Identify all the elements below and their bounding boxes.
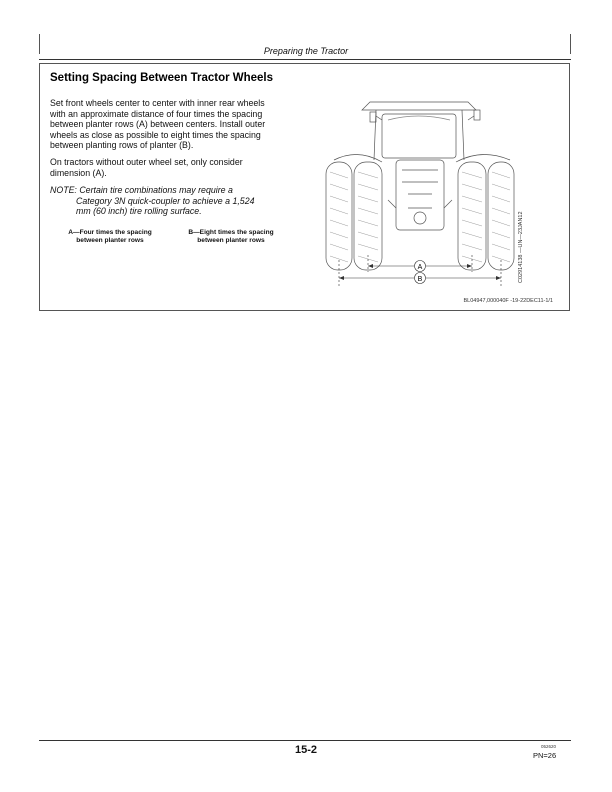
paragraph-1-line: with an approximate distance of four times the spacing	[50, 108, 263, 119]
legend-a	[55, 229, 165, 245]
note-line: Category 3N quick-coupler to achieve a 1,524	[76, 195, 255, 206]
paragraph-1-line: Set front wheels center to center with inner rear wheels	[50, 98, 265, 108]
paragraph-2-line: dimension (A).	[50, 167, 107, 178]
reference-code: BL04947,000040F -19-22DEC11-1/1	[463, 298, 553, 304]
header-rule	[39, 59, 571, 60]
legend-b-line1: B—Eight times the spacing	[188, 229, 274, 236]
legend-b-line2: between planter rows	[197, 237, 265, 244]
label-b: B	[417, 276, 423, 283]
figure-code: C02914138 —UN—23JAN12	[518, 211, 524, 283]
left-mirror	[370, 112, 376, 122]
note-line: NOTE: Certain tire combinations may require a	[50, 185, 233, 195]
pn-label: PN=26	[533, 751, 557, 760]
section-title: Setting Spacing Between Tractor Wheels	[50, 72, 274, 84]
legend-b	[172, 229, 290, 245]
left-fender	[334, 154, 382, 162]
legend-a-line1: A—Four times the spacing	[68, 229, 152, 236]
footer-rule	[39, 740, 571, 741]
right-outer-wheel	[488, 162, 514, 270]
paragraph-1-line: between planting rows of planter (B).	[50, 140, 194, 151]
paragraph-1-line: between planter rows (A) between centers. Install outer	[50, 119, 266, 130]
paragraph-1-line: wheels as close as possible to eight times the spacing	[50, 129, 261, 140]
page-number: 15-2	[294, 744, 318, 756]
running-header: Preparing the Tractor	[263, 46, 349, 56]
right-mirror	[474, 110, 480, 120]
note	[50, 185, 290, 217]
cab-roof	[362, 102, 476, 110]
cab-pillars	[374, 110, 464, 160]
paragraph-2-line: On tractors without outer wheel set, only consider	[50, 157, 243, 167]
rear-window	[382, 114, 456, 158]
footer-date: 052620	[541, 744, 557, 749]
rear-housing	[396, 160, 444, 230]
paragraph-2	[50, 157, 290, 178]
label-a: A	[417, 264, 423, 271]
left-outer-wheel	[326, 162, 352, 270]
tractor-rear-illustration	[318, 90, 540, 290]
paragraph-1	[50, 98, 290, 151]
note-line: mm (60 inch) tire rolling surface.	[76, 206, 202, 217]
legend-a-line2: between planter rows	[76, 237, 144, 244]
